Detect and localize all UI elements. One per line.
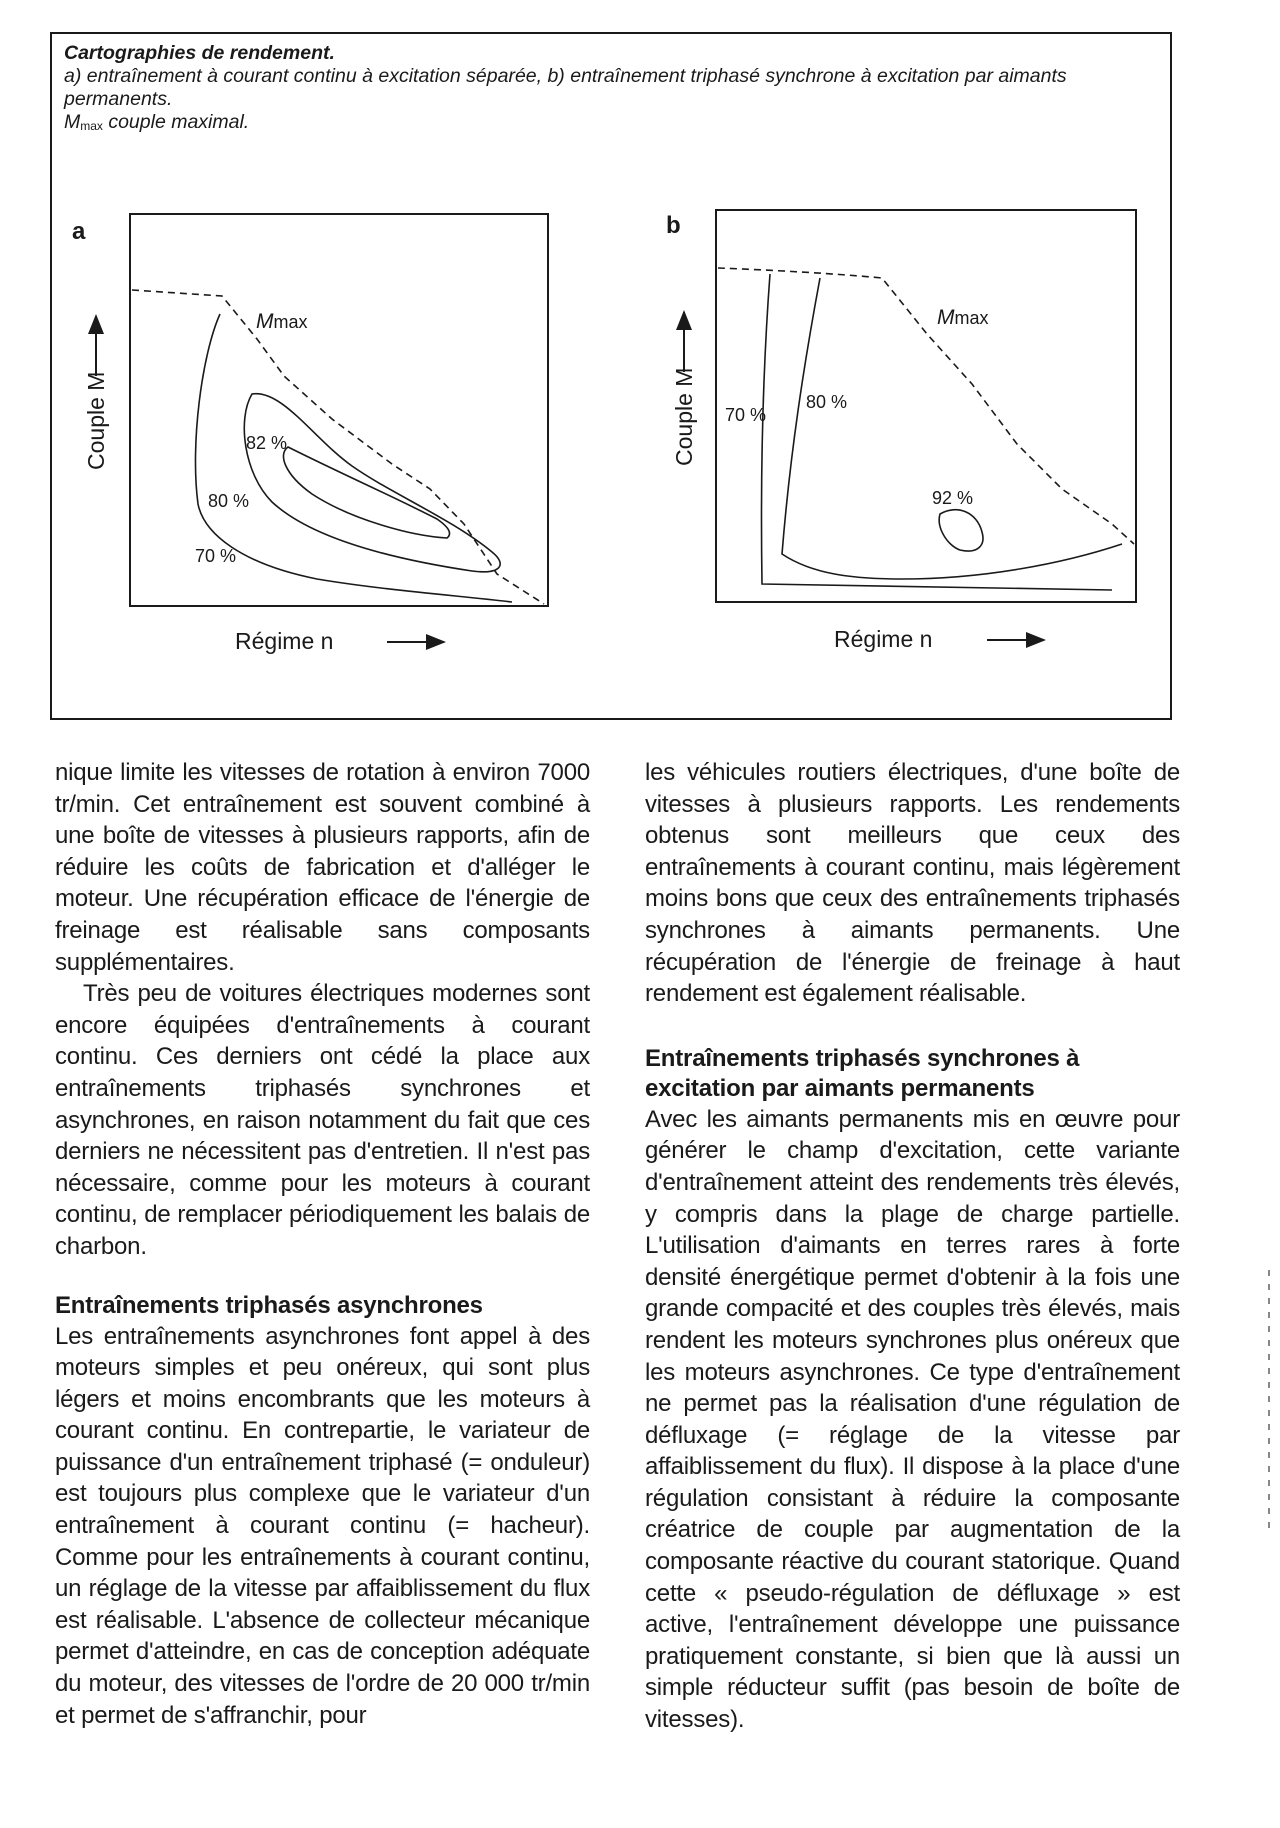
scan-edge-mark bbox=[1268, 1270, 1270, 1530]
figure-box bbox=[50, 32, 1172, 720]
panel-a-y-axis-label: Couple M bbox=[83, 371, 109, 470]
panel-b-label-80: 80 % bbox=[806, 392, 848, 412]
panel-b-frame bbox=[716, 210, 1136, 602]
panel-a-contour-80 bbox=[244, 394, 500, 572]
panel-a-label-80: 80 % bbox=[208, 491, 250, 511]
heading-synchronous-pm: Entraînements triphasés synchrones à excitation par aimants permanents bbox=[645, 1044, 1080, 1102]
panel-b-label-92: 92 % bbox=[932, 488, 974, 508]
panel-b-mmax-curve bbox=[718, 268, 1134, 544]
panel-a-letter: a bbox=[72, 218, 86, 245]
panel-a-contour-82 bbox=[283, 447, 449, 538]
text-column-right bbox=[645, 757, 1180, 1736]
panel-a-contour-70 bbox=[195, 314, 512, 602]
panel-a-mmax-curve bbox=[132, 290, 544, 604]
paragraph-left-1: nique limite les vitesses de rotation à environ 7000 tr/min. Cet entraînement est souvent combiné à une boîte de vitesses à plusieurs rapports, afin de réduire les coûts de fabrication et d'alléger le moteur. Une récupération efficace de l'énergie de freinage est réalisable sans composants supplémentaires. bbox=[55, 759, 590, 976]
paragraph-left-3: Les entraînements asynchrones font appel à des moteurs simples et peu onéreux, qui sont plus légers et moins encombrants que les moteurs à courant continu. En contrepartie, le variateur de puissance d'un entraînement triphasé (= onduleur) est toujours plus complexe que le variateur d'un entraînement à courant continu (= hacheur). Comme pour les entraînements à courant continu, un réglage de la vitesse par affaiblissement du flux est réalisable. L'absence de collecteur mécanique permet d'atteindre, en cas de conception adéquate du moteur, des vitesses de l'ordre de 20 000 tr/min et permet de s'affranchir, pour bbox=[55, 1322, 590, 1729]
panel-a-mmax-label: Mmax bbox=[256, 310, 308, 333]
panel-a-x-axis-label: Régime n bbox=[235, 628, 334, 654]
paragraph-right-1: les véhicules routiers électriques, d'une boîte de vitesses à plusieurs rapports. Les rendements obtenus sont meilleurs que ceux des entraînements à courant continu, mais légèrement moins bons que ceux des entraînements triphasés synchrones à aimants permanents. Une récupération de l'énergie de freinage à haut rendement est également réalisable. bbox=[645, 759, 1180, 1008]
panel-b-y-axis-label: Couple M bbox=[671, 367, 697, 466]
mmax-description: couple maximal. bbox=[102, 111, 250, 133]
text-column-left bbox=[55, 757, 590, 1731]
paragraph-left-2: Très peu de voitures électriques modernes sont encore équipées d'entraînements à courant continu. Ces derniers ont cédé la place aux entraînements triphasés synchrones et asynchrones, en raison notamment du fait que ces derniers ne nécessitent pas d'entretien. Il n'est pas nécessaire, comme pour les moteurs à courant continu, de remplacer périodiquement les balais de charbon. bbox=[55, 980, 590, 1260]
panel-b-x-axis-label: Régime n bbox=[834, 626, 933, 652]
panel-b-letter: b bbox=[666, 212, 681, 239]
panel-b-contour-92 bbox=[939, 510, 983, 551]
caption-description: a) entraînement à courant continu à excitation séparée, b) entraînement triphasé synchrone à excitation par aimants permanents. bbox=[64, 65, 1067, 110]
heading-asynchronous: Entraînements triphasés asynchrones bbox=[55, 1291, 483, 1319]
panel-b-mmax-label: Mmax bbox=[937, 306, 989, 329]
efficiency-maps bbox=[52, 34, 1174, 722]
mmax-symbol: M bbox=[64, 111, 81, 133]
panel-b-label-70: 70 % bbox=[725, 405, 767, 425]
mmax-subscript: max bbox=[80, 119, 103, 133]
panel-b-chart bbox=[671, 210, 1136, 652]
paragraph-right-2: Avec les aimants permanents mis en œuvre pour générer le champ d'excitation, cette variante d'entraînement atteint des rendements très élevés, y compris dans la plage de charge partielle. L'utilisation d'aimants en terres rares à forte densité énergétique permet d'obtenir à la fois une grande compacité et des couples très élevés, mais rendent les moteurs synchrones plus onéreux que les moteurs asynchrones. Ce type d'entraînement ne permet pas la réalisation d'une régulation de défluxage (= réglage de la vitesse par affaiblissement du flux). Il dispose à la place d'une régulation consistant à réduire la composante créatrice de couple par augmentation de la composante réactive du courant statorique. Quand cette « pseudo-régulation de défluxage » est active, l'entraînement développe une puissance pratiquement constante, si bien que là aussi un simple réducteur suffit (pas besoin de boîte de vitesses). bbox=[645, 1105, 1180, 1734]
panel-a-chart bbox=[83, 214, 548, 654]
panel-a-label-70: 70 % bbox=[195, 546, 237, 566]
caption-title: Cartographies de rendement. bbox=[64, 42, 335, 64]
panel-a-label-82: 82 % bbox=[246, 433, 288, 453]
